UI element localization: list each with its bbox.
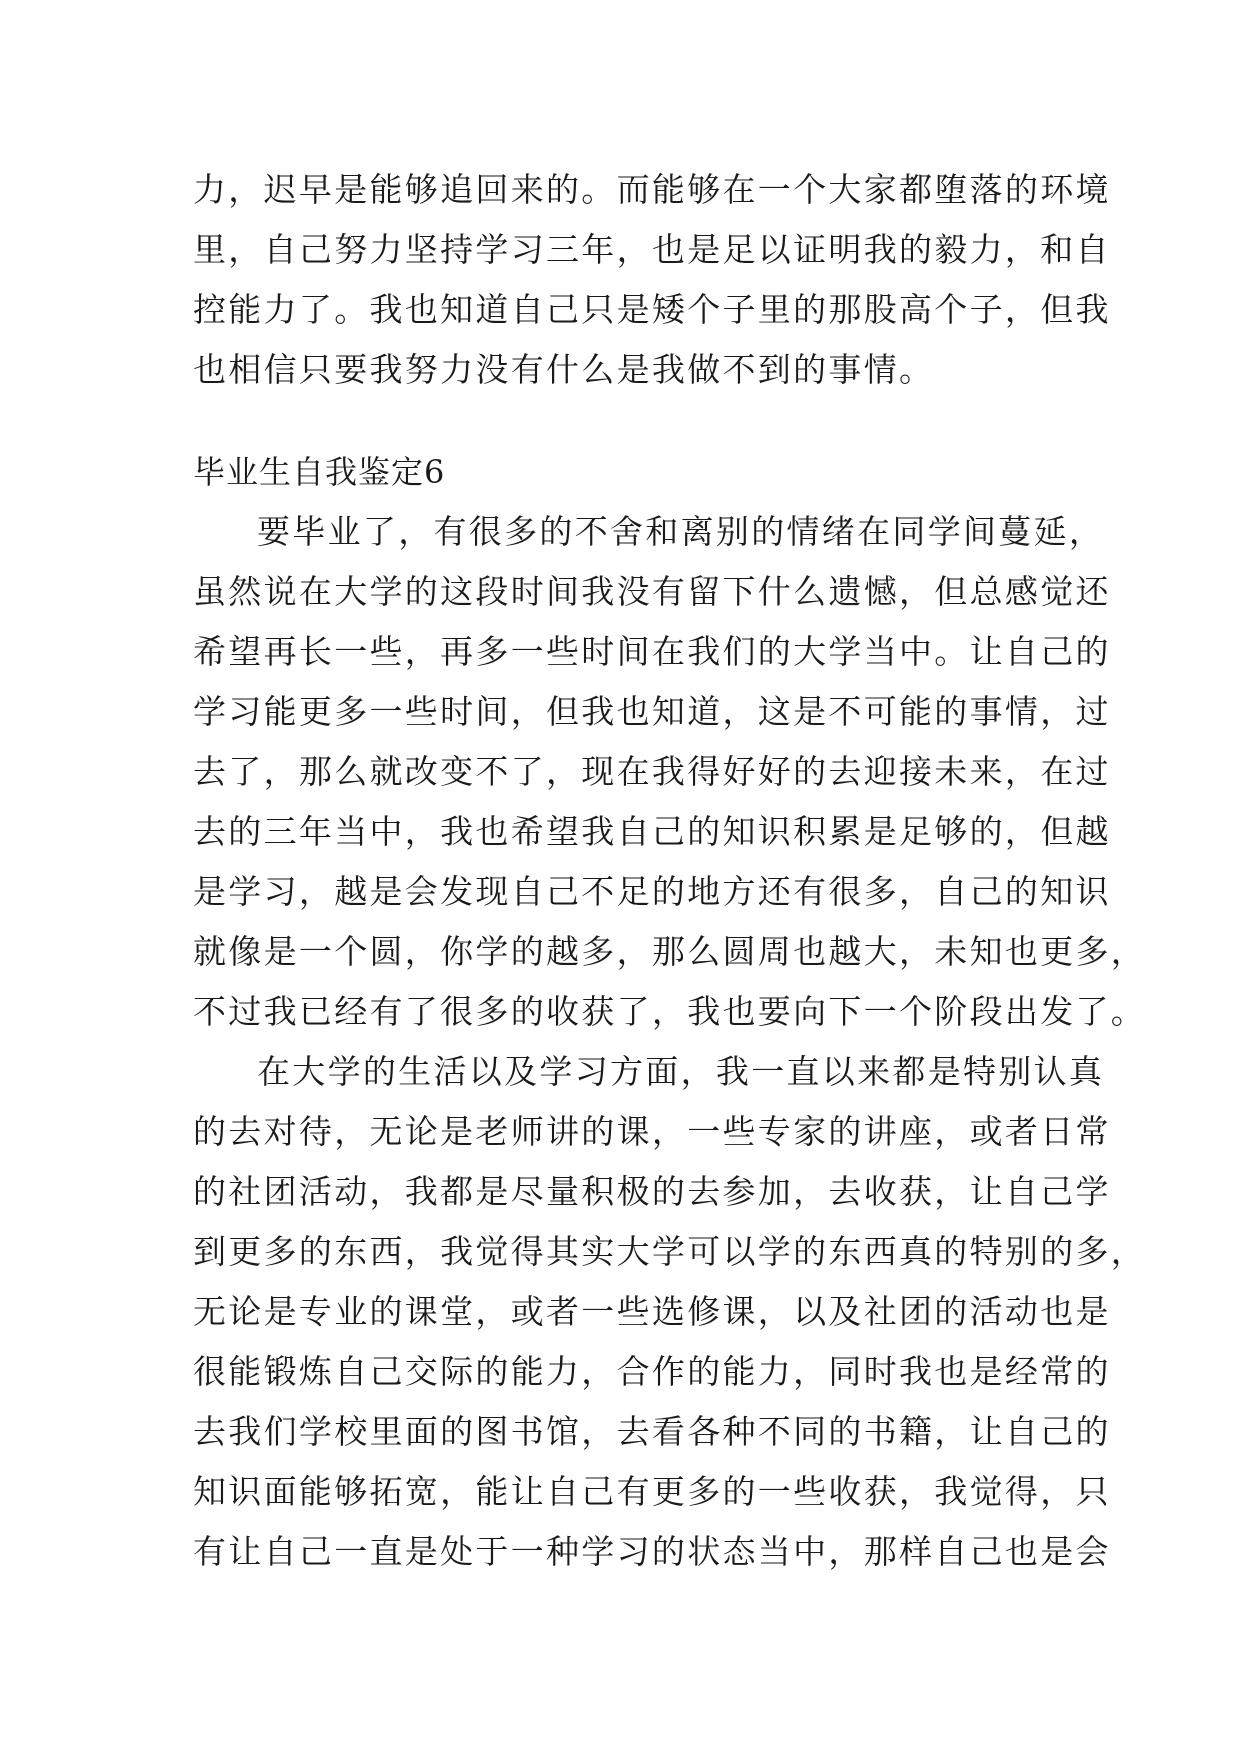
text-line: 无论是专业的课堂，或者一些选修课，以及社团的活动也是 bbox=[193, 1292, 1111, 1331]
text-line: 控能力了。我也知道自己只是矮个子里的那股高个子，但我 bbox=[193, 290, 1111, 329]
paragraph-2 bbox=[193, 1042, 1147, 1582]
text-line: 也相信只要我努力没有什么是我做不到的事情。 bbox=[193, 350, 935, 389]
text-line: 的社团活动，我都是尽量积极的去参加，去收获，让自己学 bbox=[193, 1172, 1111, 1211]
text-line: 知识面能够拓宽，能让自己有更多的一些收获，我觉得，只 bbox=[193, 1472, 1111, 1511]
text-line: 去我们学校里面的图书馆，去看各种不同的书籍，让自己的 bbox=[193, 1412, 1111, 1451]
section-title: 毕业生自我鉴定6 bbox=[193, 453, 446, 491]
text-line: 要毕业了，有很多的不舍和离别的情绪在同学间蔓延， bbox=[257, 512, 1105, 551]
text-line: 很能锻炼自己交际的能力，合作的能力，同时我也是经常的 bbox=[193, 1352, 1111, 1391]
text-line: 不过我已经有了很多的收获了，我也要向下一个阶段出发了。 bbox=[193, 992, 1147, 1031]
text-line: 去的三年当中，我也希望我自己的知识积累是足够的，但越 bbox=[193, 812, 1111, 851]
text-line: 希望再长一些，再多一些时间在我们的大学当中。让自己的 bbox=[193, 632, 1111, 671]
text-line: 到更多的东西，我觉得其实大学可以学的东西真的特别的多， bbox=[193, 1232, 1147, 1271]
document-page bbox=[193, 160, 1147, 1582]
text-line: 虽然说在大学的这段时间我没有留下什么遗憾，但总感觉还 bbox=[193, 572, 1111, 611]
text-line: 在大学的生活以及学习方面，我一直以来都是特别认真 bbox=[257, 1052, 1105, 1091]
text-line: 力，迟早是能够追回来的。而能够在一个大家都堕落的环境 bbox=[193, 170, 1111, 209]
text-line: 有让自己一直是处于一种学习的状态当中，那样自己也是会 bbox=[193, 1532, 1111, 1571]
text-line: 是学习，越是会发现自己不足的地方还有很多，自己的知识 bbox=[193, 872, 1111, 911]
text-line: 去了，那么就改变不了，现在我得好好的去迎接未来，在过 bbox=[193, 752, 1111, 791]
text-line: 里，自己努力坚持学习三年，也是足以证明我的毅力，和自 bbox=[193, 230, 1111, 269]
continuation-paragraph bbox=[193, 160, 1111, 400]
text-line: 的去对待，无论是老师讲的课，一些专家的讲座，或者日常 bbox=[193, 1112, 1111, 1151]
text-line: 学习能更多一些时间，但我也知道，这是不可能的事情，过 bbox=[193, 692, 1111, 731]
paragraph-1 bbox=[193, 502, 1147, 1042]
paragraph-gap bbox=[193, 400, 1063, 442]
text-line: 就像是一个圆，你学的越多，那么圆周也越大，未知也更多， bbox=[193, 932, 1147, 971]
